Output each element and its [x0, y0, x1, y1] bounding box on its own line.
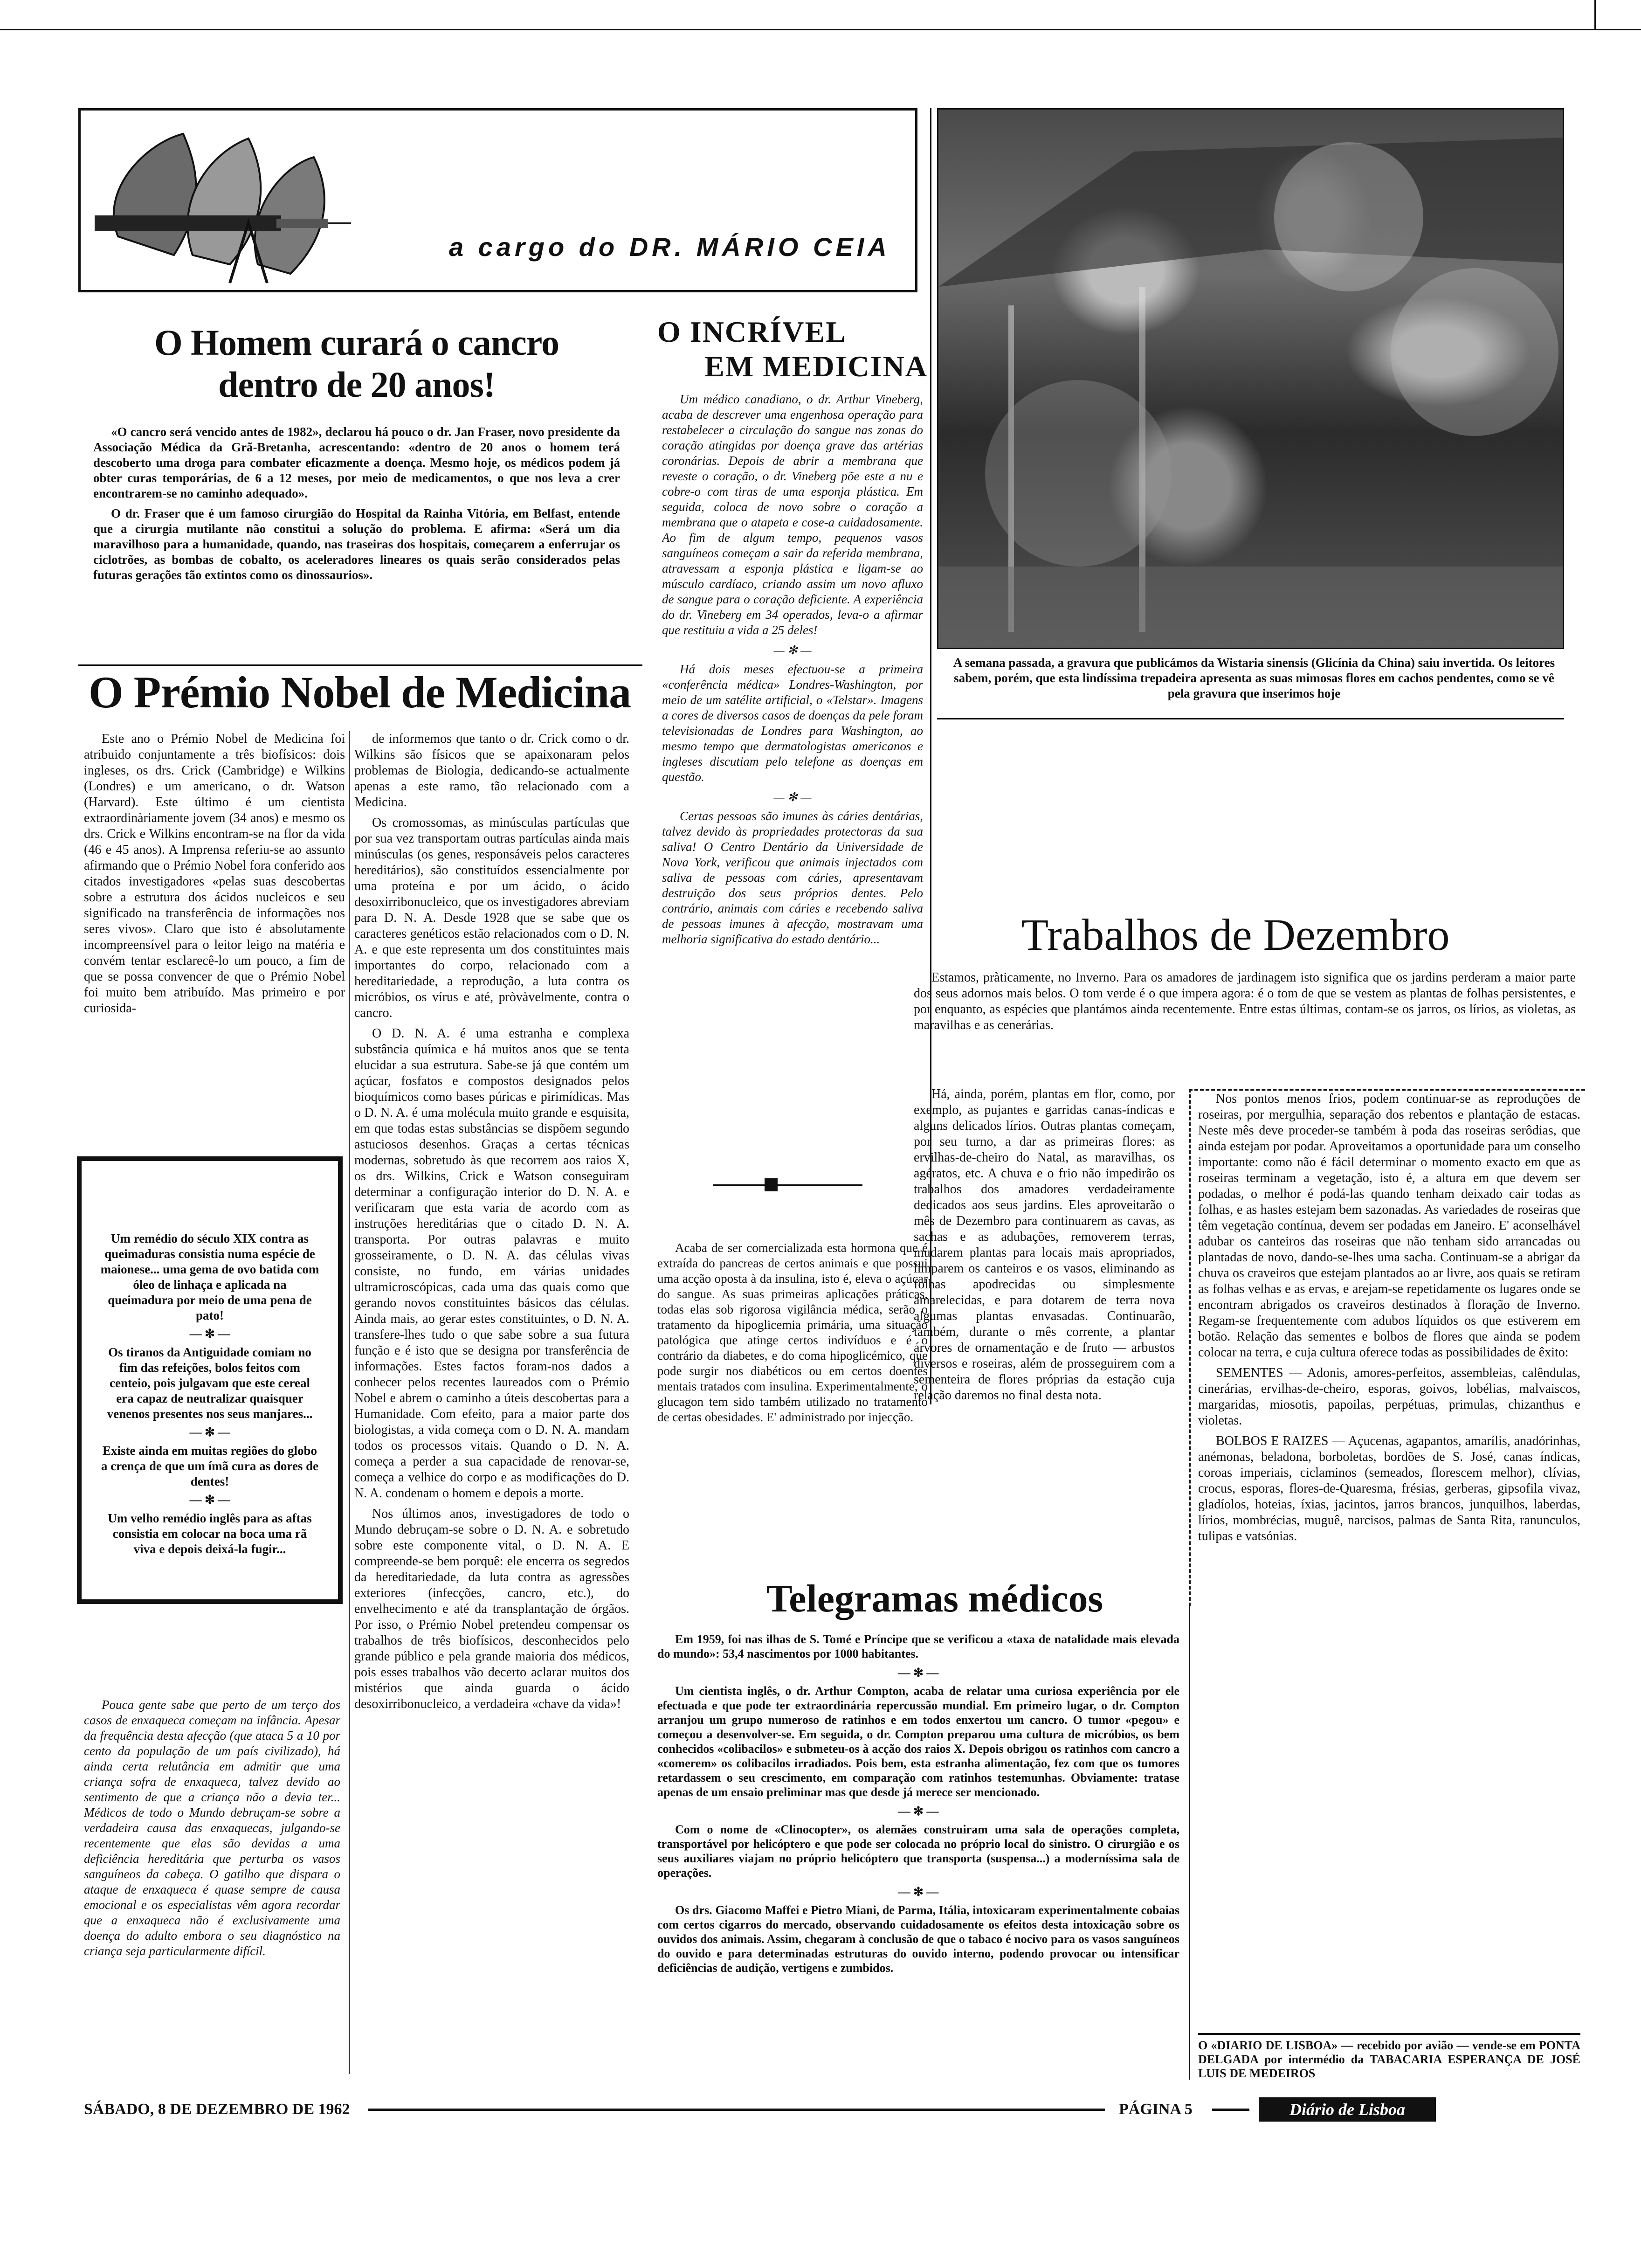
telegrama-item: Um cientista inglês, o dr. Arthur Compton, acaba de relatar uma curiosa experiência por ele efectuada e que pode ter extraordinária repercussão mundial. Em primeiro lugar, o dr. Compton arranjou um grupo numeroso de ratinhos e em todos enxertou um cancro. O tumor «pegou» e começou a desenvolver-se. Em seguida, o dr. Compton preparou uma cultura de micróbios, os bem conhecidos «colibacilos» e submeteu-os à acção dos raios X. Depois obrigou os ratinhos com cancro a «comerem» os colibacilos irradiados. Pois bem, esta estranha alimentação, fez com que os tumores retardassem o seu crescimento, em comparação com ratinhos testemunhas. Obviamente: tratase apenas de um ensaio preliminar mas que desde já merece ser mencionado.: [657, 1684, 1179, 1799]
footer-page-number: PÁGINA 5: [1119, 2101, 1193, 2118]
wisteria-photo: [937, 108, 1564, 649]
article-incrivel-body: [662, 392, 923, 1194]
incrivel-paragraph: Certas pessoas são imunes às cáries dentárias, talvez devido às propriedades protectoras da sua saliva! O Centro Dentário da Universidade de Nova York, verificou que animais injectados com saliva de pessoas com cáries, apresentavam destruição dos seus próprios dentes. Pelo contrário, animais com cáries e recebendo saliva de pessoas imunes à afecção, mostravam uma melhoria significativa do estado dentário...: [662, 809, 923, 946]
top-corner-mark: [1594, 0, 1596, 29]
article-nobel-text: Nos últimos anos, investigadores de todo o Mundo debruçam-se sobre o D. N. A. e sobretudo sobre este componente vital, o D. N. A. E compreende-se bem porquê: ele encerra os segredos da hereditariedade, da luta contra as agressões exteriores (infecções, cancro, etc.), do envelhecimento e até da transplantação de órgãos. Por isso, o Prémio Nobel pretendeu compensar os trabalhos de três biofísicos, desconhecidos pelo grande público e pela grande maioria dos médicos, pois esses trabalhos vão decerto aclarar muitos dos mistérios que ainda guarda o ácido desoxirribonucleico, a verdadeira «chave da vida»!: [354, 1507, 629, 1711]
trabalhos-text: Estamos, pràticamente, no Inverno. Para os amadores de jardinagem isto significa que os jardins perderam a maior parte dos seus adornos mais belos. O tom verde é o que impera agora: é o tom de que se vestem as plantas de folhas persistentes, e por enquanto, as espécies que plantámos ainda recentemente. Entre estas últimas, contam-se os jarros, os lírios, as violetas, as maravilhas e as cenerárias.: [914, 970, 1576, 1032]
boxed-notes: [77, 1156, 343, 1604]
top-rule: [0, 29, 1641, 30]
article-trabalhos-title: Trabalhos de Dezembro: [1021, 910, 1450, 960]
trabalhos-text: Nos pontos menos frios, podem continuar-se as reproduções de roseiras, por mergulhia, separação dos rebentos e plantação de estacas. Neste mês deve proceder-se também à poda das roseiras serôdias, que ainda estejam por podar. Aproveitamos a oportunidade para um conselho importante: como não é fácil determinar o momento exacto em que as roseiras terminam a vegetação, isto é, a altura em que devem ser podadas, o melhor é podá-las quando tenham deixado cair todas as folhas, e as hastes estejam bem sazonadas. As variedades de roseiras que têm vegetação contínua, devem ser podadas em Janeiro. E' aconselhável adubar os canteiros das roseiras que não tenham sido arrancadas ou plantadas de novo, dando-se-lhes uma sacha. Continuam-se a abrigar da chuva os craveiros que estejam plantados ao ar livre, aos quais se retiram as folhas velhas e as ervas, e arejam-se repetidamente os lugares onde se encontram abrigados os craveiros destinados à floração de Inverno. Regam-se frequentemente com adubos líquidos os que estiverem em botão. Relação das sementes e bolbos de flores que ainda se podem colocar na terra, e cuja cultura oferece todas as possibilidades de êxito:: [1198, 1092, 1580, 1360]
section-header-banner: [78, 108, 917, 292]
article-cancer-paragraph: «O cancro será vencido antes de 1982», declarou há pouco o dr. Jan Fraser, novo presidente da Associação Médica da Grã-Bretanha, acrescentando: «dentro de 20 anos o homem terá descoberto uma droga para combater eficazmente a doença. Mesmo hoje, os médicos podem já obter curas temporárias, de 6 a 12 meses, por meio de medicamentos, o que nos leva a crer encontrarem-se no caminho adequado».: [93, 425, 620, 500]
header-byline: a cargo do DR. MÁRIO CEIA: [449, 232, 890, 262]
article-cancer-paragraph: O dr. Fraser que é um famoso cirurgião do Hospital da Rainha Vitória, em Belfast, entende que a cirurgia mutilante não constitui a solução do problema. E afirma: «Será um dia maravilhoso para a humanidade, quando, nas traseiras dos hospitais, começarem a enferrujar os ciclotrões, as bombas de cobalto, os aceleradores lineares os quais serão considerados pelas futuras gerações tão extintos como os dinossaurios».: [93, 506, 620, 582]
trabalhos-bolbos: BOLBOS E RAIZES — Açucenas, agapantos, amarílis, anadórinhas, anémonas, beladona, borboletas, bordões de S. José, canas índicas, coroas imperiais, ciclaminos (semeados, florescem melhor), clívias, crocus, esporas, flores-de-Quaresma, frésias, gerberas, gipsofila vivaz, gladíolos, hoteias, íxias, jacintos, jarros brancos, junquilhos, laberdas, lírios, mombrécias, muguê, narcisos, palmas de Santa Rita, ranunculos, tulipas e vatsónias.: [1198, 1434, 1580, 1543]
trabalhos-text: Há, ainda, porém, plantas em flor, como, por exemplo, as pujantes e garridas canas-índicas e alguns delicados lírios. Outras plantas começam, por seu turno, a dar as primeiras flores: as ervilhas-de-cheiro do Natal, as maravilhas, os agératos, etc. A chuva e o frio não impedirão os trabalhos dos amadores verdadeiramente dedicados aos seus jardins. Eles aproveitarão o mês de Dezembro para continuarem as cavas, as sachas e as adubações, removerem terras, mudarem plantas para locais mais apropriados, limparem os canteiros e os vasos, eliminando as folhas apodrecidas ou simplesmente amarelecidas, e para dotarem de terra nova algumas plantas envasadas. Continuarão, também, durante o mês corrente, a plantar árvores de ornamentação e de fruto — arbustos diversos e roseiras, além de prosseguirem com a sementeira de flores próprias da estação cuja relação daremos no final desta nota.: [914, 1087, 1175, 1403]
enxaqueca-text: Pouca gente sabe que perto de um terço dos casos de enxaqueca começam na infância. Apesar da frequência desta afecção (que ataca 5 a 10 por cento da população de um país civilizado), há ainda certa relutância em admitir que uma criança sofra de enxaqueca, talvez devido ao sentimento de que a criança não a devia ter... Médicos de todo o Mundo debruçam-se sobre a verdadeira causa das enxaquecas, julgando-se recentemente que elas são devidas a uma deficiência hereditária que perturba os vasos sanguíneos da cabeça. O gatilho que dispara o ataque de enxaqueca é quase sempre de causa emocional e os especialistas vêm agora recordar que a enxaqueca não é exclusivamente uma doença do adulto embora o seu diagnóstico na criança seja particularmente difícil.: [84, 1698, 340, 1958]
trabalhos-intro: [914, 970, 1576, 1086]
article-cancer-body: [93, 424, 620, 583]
article-nobel-text: O D. N. A. é uma estranha e complexa substância química e há muitos anos que se tenta elucidar a sua estrutura. Sabe-se já que contém um açúcar, fosfatos e compostos designados pelos bioquímicos como bases púricas e pirimídicas. Mas o D. N. A. é uma molécula muito grande e esquisita, em que todas estas substâncias se dispõem segundo astuciosos desenhos. Graças a certas técnicas modernas, sobretudo às que recorrem aos raios X, os drs. Wilkins, Crick e Watson conseguiram determinar a configuração interior do D. N. A. e verificaram que esta varia de acordo com as instruções hereditárias que o citado D. N. A. transporta. Por outras palavras e muito grosseiramente, o D. N. A. das células vivas consiste, no fundo, em várias unidades ultramicroscópicas, cada uma das quais como que gerando novos constituintes básicos das células. Ainda mais, ao gerar estes constituintes, o D. N. A. transfere-lhes tudo o que sabe sobre a sua futura função e é isto que se designa por transferência de informações. Estes factos foram-nos dados a conhecer pelos recentes laureados com o Prémio Nobel e abrem o caminho a úteis descobertas para a Humanidade. Com efeito, para a maior parte dos biologistas, a vida começa com o D. N. A. mandam todos os processos vitais. Quando o D. N. A. começa a perder a sua capacidade de renovar-se, começa a velhice do corpo e as modificações do D. N. A. condenam o homem e depois a morte.: [354, 1026, 629, 1500]
article-cancer: [93, 322, 620, 588]
star-separator: — ✻ —: [189, 1425, 230, 1439]
column-rule: [349, 731, 350, 2074]
boxed-note: Existe ainda em muitas regiões do globo a crença de que um ímã cura as dores de dentes!: [101, 1444, 319, 1488]
glucagon-text: Acaba de ser comercializada esta hormona que é extraída do pancreas de certos animais e que possui uma acção oposta à da insulina, isto é, eleva o açúcar do sangue. As suas primeiras aplicações práticas, todas elas sob rigorosa vigilância médica, serão o tratamento da hipoglicemia primária, uma situação patológica que atinge certos indivíduos e é o contrário da diabetes, e do coma hipoglicémico, que pode surgir nos diabéticos ou em certos doentes mentais tratados com insulina. Experimentalmente, o glucagon tem sido também utilizado no tratamento de certas obesidades. E' administrado por injecção.: [657, 1241, 928, 1424]
article-incrivel-title-1: O INCRÍVEL: [657, 315, 847, 348]
article-nobel-text: Este ano o Prémio Nobel de Medicina foi atribuido conjuntamente a três biofísicos: dois ingleses, os drs. Crick (Cambridge) e Wilkins (Londres) e um americano, o dr. Watson (Harvard). Este último é um cientista extraordinàriamente jovem (34 anos) e mesmo os drs. Crick e Wilkins encontram-se na flor da vida (46 e 45 anos). A Imprensa referiu-se ao assunto afirmando que o Prémio Nobel fora conferido aos citados investigadores «pelas suas descobertas sobre a estrutura dos ácidos nucleicos e seu significado na transferência de informações nos seres vivos». Claro que isto é absolutamente incompreensível para o leitor leigo na matéria e convém tentar esclarecê-lo um pouco, a fim de que se possa convencer de que o Prémio Nobel foi muito bem atribuído. Mas primeiro e por curiosida-: [84, 732, 345, 1016]
article-nobel-text: Os cromossomas, as minúsculas partículas que por sua vez transportam outras partículas ainda mais minúsculas (os genes, responsáveis pelos caracteres hereditários), são constituídos essencialmente por uma proteína e por um ácido, o ácido desoxirribonucleico, que os investigadores abreviam para D. N. A. Desde 1928 que se sabe que os caracteres genéticos estão relacionados com o D. N. A. e que este representa um dos constituintes mais importantes do corpo, relacionado com a hereditariedade, a reprodução, a luta contra os micróbios, os vírus e até, pròvàvelmente, contra o cancro.: [354, 816, 629, 1020]
divider-rule: [937, 718, 1564, 719]
divider-rule: [78, 664, 642, 666]
leaf-syringe-icon: [90, 115, 351, 290]
trabalhos-sementes: SEMENTES — Adonis, amores-perfeitos, assembleias, calêndulas, cinerárias, ervilhas-de-cheiro, esporas, goivos, lobélias, malvaiscos, margaridas, miosotis, papoilas, perpétuas, primulas, chizanthus e violetas.: [1198, 1366, 1580, 1428]
star-separator: — ✻ —: [898, 1666, 939, 1680]
article-incrivel: [657, 315, 928, 384]
article-cancer-title-1: O Homem curará o cancro: [154, 322, 559, 363]
star-separator: — ✻ —: [189, 1327, 230, 1341]
boxed-note: Um velho remédio inglês para as aftas consistia em colocar na boca uma rã viva e depois deixá-la fugir...: [108, 1511, 312, 1556]
telegrama-item: Os drs. Giacomo Maffei e Pietro Miani, de Parma, Itália, intoxicaram experimentalmente cobaias com certos cigarros do mercado, observando cuidadosamente os efeitos desta intoxicação sobre os ouvidos dos animais. Assim, chegaram à conclusão de que o tabaco é nocivo para os vasos sanguíneos do ouvido e para determinadas estruturas do ouvido interno, podendo provocar ou intensificar deficiências de audição, vertigens e zumbidos.: [657, 1903, 1179, 1975]
telegrama-item: Em 1959, foi nas ilhas de S. Tomé e Príncipe que se verificou a «taxa de natalidade mais elevada do mundo»: 53,4 nascimentos por 1000 habitantes.: [657, 1632, 1179, 1660]
article-telegramas-title: Telegramas médicos: [766, 1577, 1103, 1620]
incrivel-paragraph: Um médico canadiano, o dr. Arthur Vineberg, acaba de descrever uma engenhosa operação para restabelecer a circulação do sangue nas zonas do coração atingidas por doença grave das artérias coronárias. Depois de abrir a membrana que reveste o coração, o dr. Vineberg põe este a nu e cobre-o com tiras de uma esponja plástica. Em seguida, coloca de novo sobre o coração a membrana que o atapeta e cose-a cuidadosamente. Ao fim de algum tempo, pequenos vasos sanguíneos começam a sair da referida membrana, atravessam a esponja plástica e ligam-se ao músculo cardíaco, criando assim um novo afluxo de sangue para o coração deficiente. A experiência do dr. Vineberg em 34 operados, leva-o a afirmar que restituiu a vida a 25 deles!: [662, 392, 923, 637]
column-rule: [1189, 1604, 1190, 2080]
star-separator: — ✻ —: [773, 643, 812, 657]
article-enxaqueca: [84, 1697, 340, 2061]
divider-square-icon: [765, 1178, 778, 1191]
trabalhos-left-column: [914, 1086, 1175, 1571]
incrivel-paragraph: Há dois meses efectuou-se a primeira «conferência médica» Londres-Washington, por meio de um satélite artificial, o «Telstar». Imagens a cores de diversos casos de doenças da pele foram televisionadas de Londres para Washington, ao mesmo tempo que dermatologistas americanos e ingleses discutiam pelo telefone as doenças em questão.: [662, 662, 923, 784]
article-nobel-col2: [354, 731, 629, 2074]
article-nobel-col1: [84, 731, 345, 1160]
article-incrivel-title-2: EM MEDICINA: [704, 350, 928, 383]
star-separator: — ✻ —: [189, 1493, 230, 1507]
footer-masthead-logo: Diário de Lisboa: [1259, 2097, 1436, 2122]
article-nobel-title: O Prémio Nobel de Medicina: [89, 667, 631, 717]
telegrama-item: Com o nome de «Clinocopter», os alemães construiram uma sala de operações completa, transportável por helicóptero e que pode ser colocada no próprio local do sinistro. O cirurgião e os seus auxiliares viajam no próprio helicóptero que transporta (suspensa...) a moderníssima sala de operações.: [657, 1823, 1179, 1880]
article-glucagon: [657, 1240, 928, 1585]
article-telegramas-body: [657, 1632, 1179, 2075]
footer-date: SÁBADO, 8 DE DEZEMBRO DE 1962: [84, 2101, 350, 2118]
star-separator: — ✻ —: [898, 1805, 939, 1818]
wisteria-photo-image: [938, 110, 1563, 648]
distribution-notice: O «DIARIO DE LISBOA» — recebido por avião — vende-se em PONTA DELGADA por intermédio da TABACARIA ESPERANÇA DE JOSÉ LUIS DE MEDEIROS: [1198, 2033, 1580, 2103]
footer-rule: [368, 2109, 1105, 2111]
photo-caption: A semana passada, a gravura que publicámos da Wistaria sinensis (Glicínia da China) saiu invertida. Os leitores sabem, porém, que esta lindíssima trepadeira apresenta as suas mimosas flores em cachos pendentes, como se vê pela gravura que inserimos hoje: [953, 656, 1555, 700]
trabalhos-right-column: [1198, 1091, 1580, 2033]
divider-rule: [713, 1184, 862, 1186]
footer-rule: [1212, 2109, 1249, 2111]
boxed-note: Os tiranos da Antiguidade comiam no fim das refeições, bolos feitos com centeio, pois julgavam que este cereal era capaz de neutralizar quaisquer venenos presentes nos seus manjares...: [107, 1345, 313, 1421]
article-cancer-title-2: dentro de 20 anos!: [218, 364, 495, 405]
article-nobel-text: de informemos que tanto o dr. Crick como o dr. Wilkins são físicos que se apaixonaram pelos problemas de Biologia, dedicando-se actualmente apenas a este ramo, tão relacionado com a Medicina.: [354, 732, 629, 809]
star-separator: — ✻ —: [773, 790, 812, 804]
star-separator: — ✻ —: [898, 1885, 939, 1899]
boxed-note: Um remédio do século XIX contra as queimaduras consistia numa espécie de maionese... uma gema de ovo batida com óleo de linhaça e aplicada na queimadura por meio de uma pena de pato!: [100, 1231, 319, 1322]
